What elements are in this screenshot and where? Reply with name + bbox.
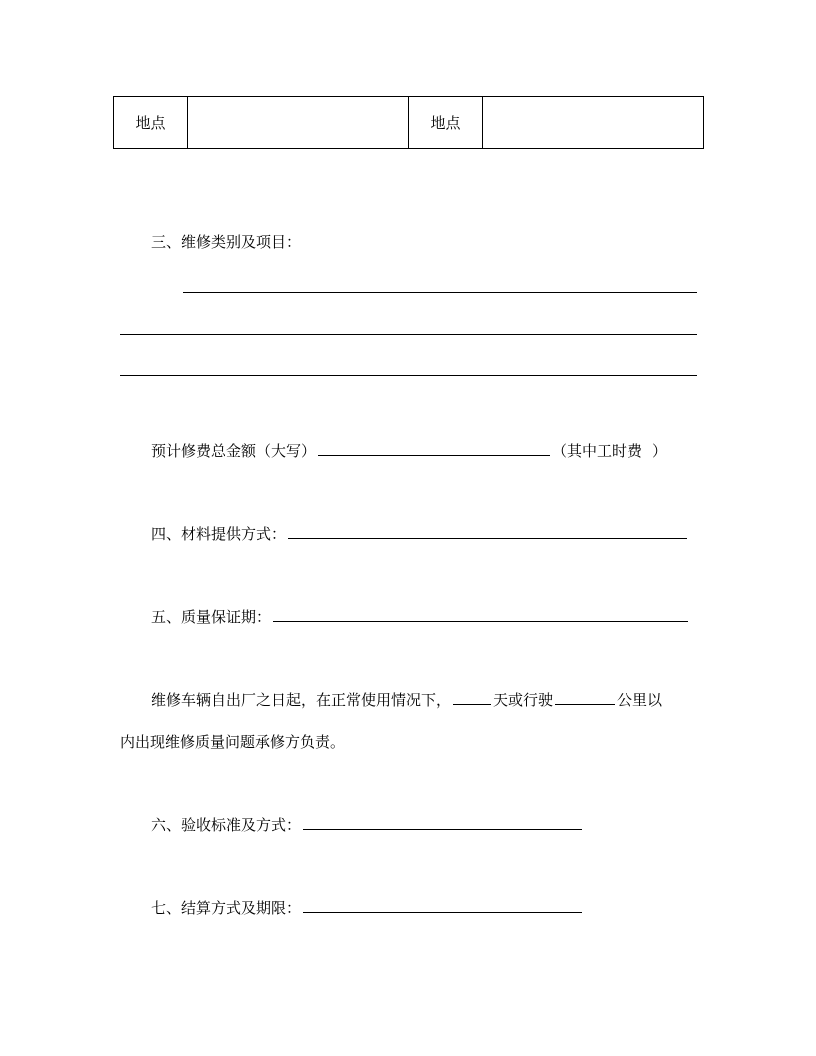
estimated-cost-blank[interactable]	[318, 441, 550, 456]
warranty-km-label: 公里以	[617, 691, 663, 709]
warranty-km-blank[interactable]	[555, 690, 615, 705]
warranty-row	[151, 607, 690, 627]
repair-type-heading: 三、维修类别及项目：	[151, 233, 302, 251]
repair-type-line-2[interactable]	[120, 334, 697, 335]
location-table	[113, 96, 704, 149]
warranty-blank[interactable]	[273, 607, 688, 622]
repair-type-line-3[interactable]	[120, 375, 697, 376]
estimated-cost-row	[151, 441, 667, 461]
acceptance-row	[151, 815, 584, 835]
labor-fee-open: （其中工时费	[552, 442, 643, 460]
warranty-days-label: 天或行驶	[493, 691, 554, 709]
location-value-left[interactable]	[188, 97, 409, 149]
warranty-days-blank[interactable]	[453, 690, 491, 705]
location-label-right: 地点	[409, 97, 483, 149]
warranty-text-1: 维修车辆自出厂之日起，在正常使用情况下，	[151, 691, 452, 709]
repair-type-line-1[interactable]	[183, 292, 697, 293]
material-supply-row	[151, 524, 689, 544]
location-row	[114, 97, 704, 149]
settlement-blank[interactable]	[303, 898, 582, 913]
location-value-right[interactable]	[483, 97, 704, 149]
location-label-left: 地点	[114, 97, 188, 149]
labor-fee-blank[interactable]	[644, 442, 650, 456]
material-supply-blank[interactable]	[288, 524, 687, 539]
labor-fee-close: ）	[652, 442, 668, 460]
warranty-label: 五、质量保证期：	[151, 608, 272, 626]
estimated-cost-label: 预计修费总金额（大写）	[151, 442, 317, 460]
warranty-text-2: 内出现维修质量问题承修方负责。	[120, 733, 346, 751]
warranty-text-row-1	[151, 690, 662, 710]
acceptance-label: 六、验收标准及方式：	[151, 816, 302, 834]
acceptance-blank[interactable]	[303, 815, 582, 830]
material-supply-label: 四、材料提供方式：	[151, 525, 287, 543]
settlement-label: 七、结算方式及期限：	[151, 899, 302, 917]
settlement-row	[151, 898, 584, 918]
